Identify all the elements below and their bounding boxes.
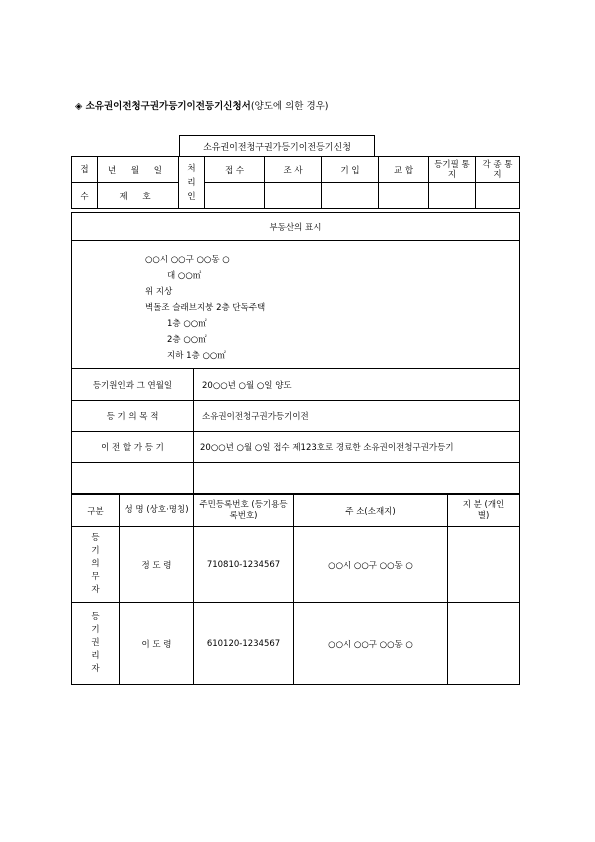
intake-cell-4[interactable]: [379, 183, 429, 209]
intake-cell-2[interactable]: [265, 183, 322, 209]
property-header: 부동산의 표시: [72, 213, 520, 241]
provisional-registration-label: 이 전 할 가 등 기: [72, 432, 194, 463]
cause-date-label: 등기원인과 그 연월일: [72, 369, 194, 401]
col-address: 주 소(소재지): [294, 495, 448, 527]
processor-label: 처리인: [179, 157, 205, 209]
property-line-above: 위 지상: [145, 287, 173, 297]
property-table: [71, 212, 520, 494]
col-share: 지 분 (개인별): [448, 495, 520, 527]
party-address[interactable]: ○○시 ○○구 ○○동 ○: [294, 527, 448, 603]
title-sub: (양도에 의한 경우): [250, 101, 329, 112]
property-line-floor2: 2층 ○○㎡: [167, 335, 207, 345]
table-row: [72, 603, 520, 685]
col-id: 주민등록번호 (등기용등록번호): [194, 495, 294, 527]
application-header: 소유권이전청구권가등기이전등기신청: [179, 135, 375, 157]
intake-col-check: 교 합: [379, 157, 429, 183]
receipt-label: 접: [72, 157, 98, 183]
intake-col-completion-notice: 등기필 통 지: [429, 157, 476, 183]
party-id[interactable]: 710810-1234567: [194, 527, 294, 603]
party-share[interactable]: [448, 603, 520, 685]
parties-table: [71, 494, 520, 685]
number-label: 제 호: [98, 183, 179, 209]
title-main: ◈ 소유권이전청구권가등기이전등기신청서: [75, 101, 251, 112]
col-name: 성 명 (상호·명칭): [120, 495, 194, 527]
col-type: 구분: [72, 495, 120, 527]
property-line-floor1: 1층 ○○㎡: [167, 319, 207, 329]
intake-table: [71, 156, 520, 209]
property-line-building: 벽돌조 슬래브지붕 2층 단독주택: [145, 303, 266, 313]
intake-cell-3[interactable]: [322, 183, 379, 209]
receipt-label-2: 수: [72, 183, 98, 209]
purpose-value[interactable]: 소유권이전청구권가등기이전: [194, 401, 520, 432]
party-role-right-holder: 등기권리자: [72, 603, 120, 685]
table-row: [72, 527, 520, 603]
party-id[interactable]: 610120-1234567: [194, 603, 294, 685]
document-title: [75, 98, 329, 112]
intake-col-other-notice: 각 종 통 지: [476, 157, 520, 183]
intake-cell-1[interactable]: [205, 183, 265, 209]
cause-date-value[interactable]: 20○○년 ○월 ○일 양도: [194, 369, 520, 401]
provisional-registration-value[interactable]: 20○○년 ○월 ○일 접수 제123호로 경료한 소유권이전청구권가등기: [194, 432, 520, 463]
party-role-obligor: 등기의무자: [72, 527, 120, 603]
intake-cell-5[interactable]: [429, 183, 476, 209]
party-address[interactable]: ○○시 ○○구 ○○동 ○: [294, 603, 448, 685]
property-line-land: 대 ○○㎡: [167, 271, 202, 281]
party-share[interactable]: [448, 527, 520, 603]
purpose-label: 등 기 의 목 적: [72, 401, 194, 432]
property-description: [72, 241, 520, 369]
intake-cell-6[interactable]: [476, 183, 520, 209]
intake-col-receipt: 접 수: [205, 157, 265, 183]
date-label: 년 월 일: [98, 157, 179, 183]
party-name[interactable]: 이 도 령: [120, 603, 194, 685]
property-line-address: ○○시 ○○구 ○○동 ○: [145, 255, 230, 265]
property-line-basement: 지하 1층 ○○㎡: [167, 351, 226, 361]
intake-col-entry: 기 입: [322, 157, 379, 183]
party-name[interactable]: 정 도 령: [120, 527, 194, 603]
intake-col-review: 조 사: [265, 157, 322, 183]
blank-label: [72, 463, 194, 494]
blank-value[interactable]: [194, 463, 520, 494]
